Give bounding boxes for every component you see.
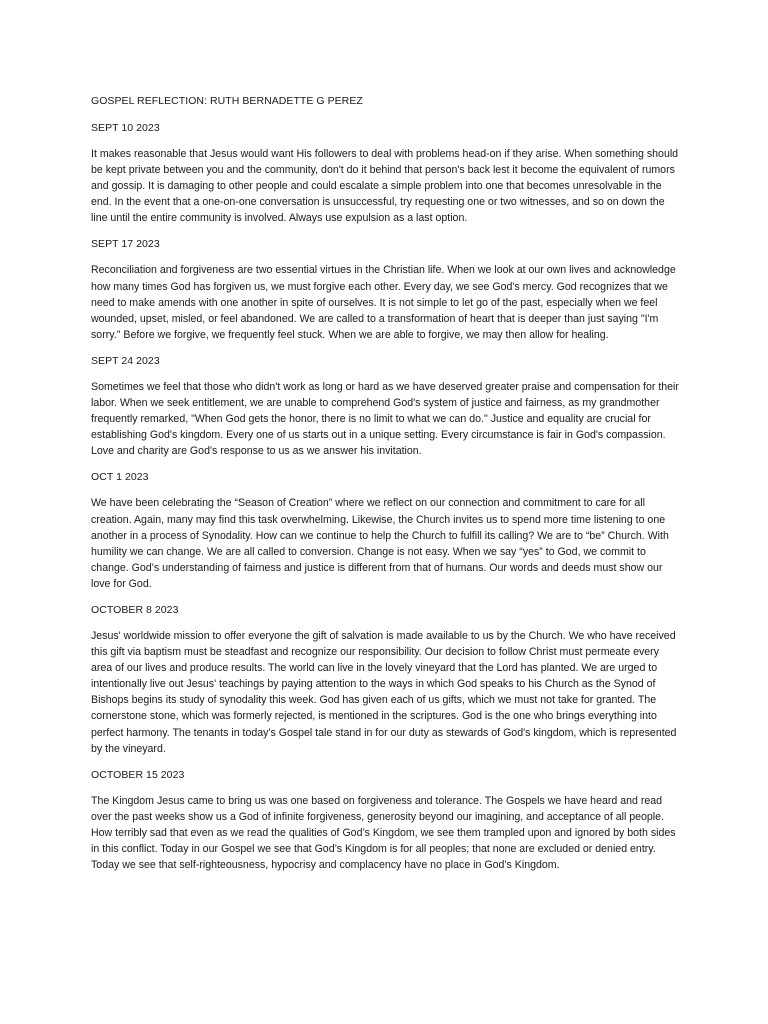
reflection-entry <box>91 120 679 226</box>
entry-text: Sometimes we feel that those who didn't work as long or hard as we have deserved greater praise and compensation for their labor. When we seek entitlement, we are unable to comprehend God's system of justice and fairness, as my grandmother frequently remarked, "When God gets the honor, there is no limit to what we can do." Justice and equality are crucial for establishing God's kingdom. Every one of us starts out in a unique setting. Every circumstance is fair in God's compassion. Love and charity are God's response to us as we answer his invitation. <box>91 380 679 458</box>
entry-date: OCTOBER 15 2023 <box>91 768 185 781</box>
entry-text: It makes reasonable that Jesus would want His followers to deal with problems head-on if they arise. When something should be kept private between you and the community, don't do it behind that person's back lest it become the equivalent of rumors and gossip. It is damaging to other people and could escalate a simple problem into one that becomes unresolvable in the end. In the event that a one-on-one conversation is unsuccessful, try requesting one or two witnesses, and so on down the line until the entire community is involved. Always use expulsion as a last option. <box>91 148 679 225</box>
document-page <box>91 93 679 883</box>
reflection-entry <box>91 353 679 459</box>
entry-date: SEPT 10 2023 <box>91 122 160 134</box>
reflection-entry <box>91 767 679 873</box>
reflection-entry <box>91 236 679 342</box>
reflection-entry <box>91 602 679 757</box>
entry-date: OCT 1 2023 <box>91 471 149 484</box>
entry-text: Jesus' worldwide mission to offer everyone the gift of salvation is made available to us by the Church. We who have received this gift via baptism must be steadfast and recognize our responsibility. Our decision to follow Christ must permeate every area of our lives and produce results. The world can live in the lovely vineyard that the Lord has planted. We are urged to intentionally live out Jesus' teachings by paying attention to the ways in which God speaks to his Church as the Synod of Bishops begins its study of synodality this week. God has given each of us gifts, which we must not take for granted. The cornerstone stone, which was formerly rejected, is mentioned in the scriptures. God is the one who brings everything into perfect harmony. The tenants in today's Gospel tale stand in for our duty as stewards of God's kingdom, which is represented by the vineyard. <box>91 629 677 755</box>
entry-text: Reconciliation and forgiveness are two essential virtues in the Christian life. When we look at our own lives and acknowledge how many times God has forgiven us, we must forgive each other. Every day, we see God's mercy. God recognizes that we need to make amends with one another in spite of ourselves. It is not simple to let go of the past, especially when we feel wounded, upset, misled, or feel abandoned. We are called to a transformation of heart that is deeper than just saying "I'm sorry." Before we forgive, we frequently feel stuck. When we are able to forgive, we may then allow for healing. <box>91 264 676 341</box>
entry-text: The Kingdom Jesus came to bring us was one based on forgiveness and tolerance. The Gospels we have heard and read over the past weeks show us a God of infinite forgiveness, generosity beyond our imagining, and acceptance of all people. How terribly sad that even as we read the qualities of God’s Kingdom, we see them trampled upon and ignored by both sides in this conflict. Today in our Gospel we see that God’s Kingdom is for all peoples; that none are excluded or denied entry. Today we see that self-righteousness, hypocrisy and complacency have no place in God’s Kingdom. <box>91 794 676 872</box>
entry-date: SEPT 17 2023 <box>91 238 160 251</box>
entry-date: SEPT 24 2023 <box>91 354 160 367</box>
document-title: GOSPEL REFLECTION: RUTH BERNADETTE G PEREZ <box>91 95 363 107</box>
entry-date: OCTOBER 8 2023 <box>91 603 179 616</box>
reflection-entry <box>91 469 679 592</box>
entry-text: We have been celebrating the “Season of Creation” where we reflect on our connection and commitment to care for all creation. Again, many may find this task overwhelming. Likewise, the Church invites us to spend more time listening to one another in a process of Synodality. How can we continue to help the Church to fulfill its calling? We are to “be” Church. With humility we can change. We are all called to conversion. Change is not easy. When we say “yes” to God, we commit to change. God’s understanding of fairness and justice is different from that of humans. Our words and deeds must show our love for God. <box>91 497 669 590</box>
